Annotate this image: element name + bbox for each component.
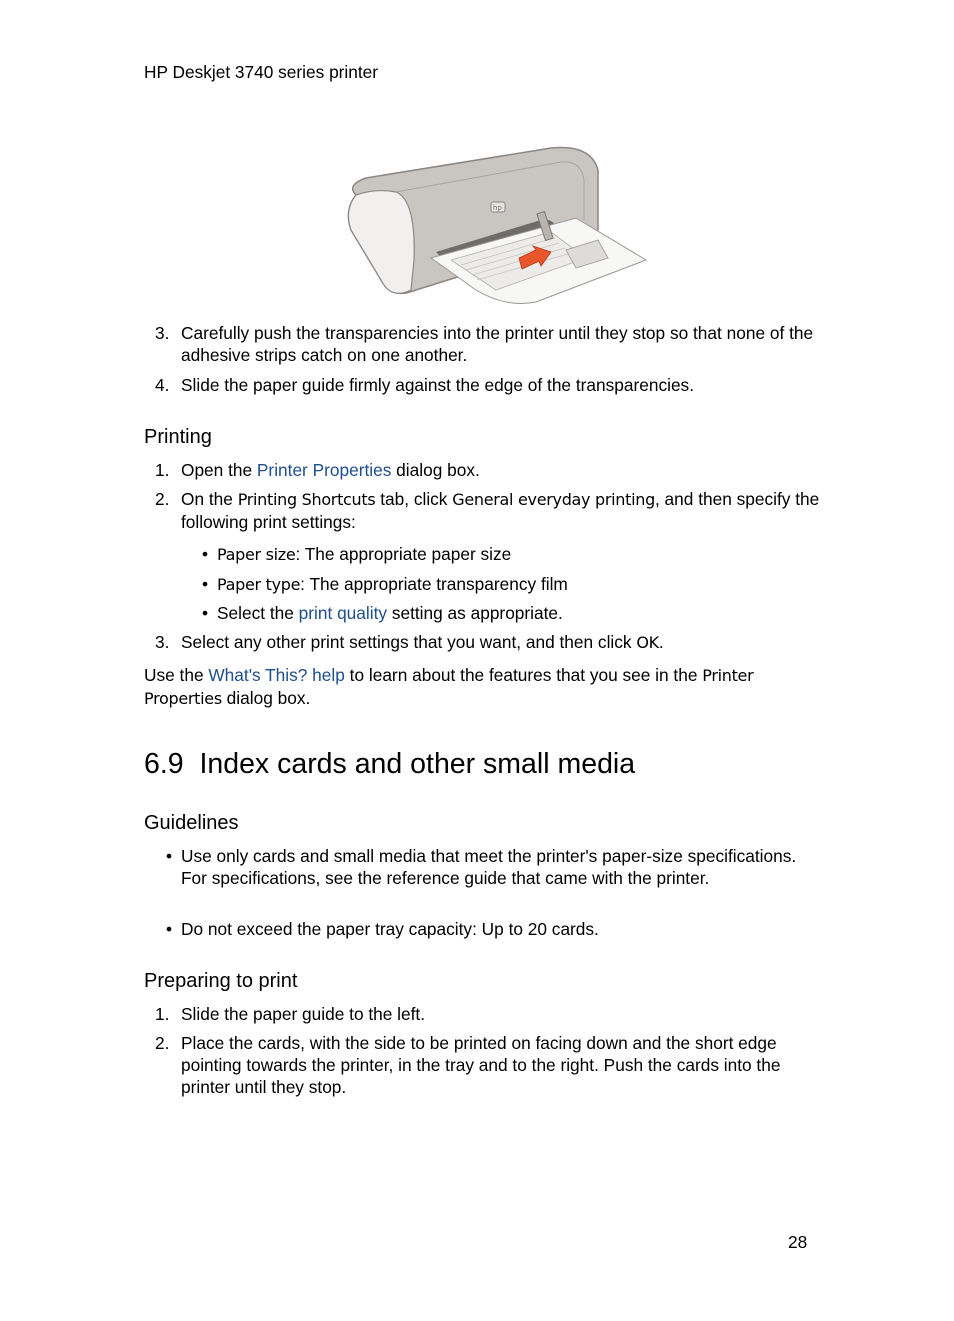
guidelines-heading: Guidelines <box>144 812 239 834</box>
help-note: Use the What's This? help to learn about the features that you see in the Printer Properties dialog box. <box>144 665 754 708</box>
ui-label-paper-type: Paper type <box>217 575 301 594</box>
whats-this-help-link[interactable]: What's This? help <box>208 665 345 685</box>
step-text: Place the cards, with the side to be printed on facing down and the short edge pointing towards the printer, in the tray and to the right. Push the cards into the printer until they stop. <box>181 1033 781 1097</box>
printer-illustration <box>336 140 656 312</box>
step-text: Slide the paper guide firmly against the edge of the transparencies. <box>181 375 694 395</box>
preparing-heading: Preparing to print <box>144 970 298 992</box>
step-text: Open the Printer Properties dialog box. <box>181 460 480 480</box>
step-number: 3. <box>155 632 170 652</box>
step-number: 2. <box>155 1033 170 1053</box>
printing-heading: Printing <box>144 426 212 448</box>
bullet-text: Do not exceed the paper tray capacity: Up to 20 cards. <box>181 919 599 939</box>
section-title: 6.9 Index cards and other small media <box>144 748 636 780</box>
bullet-icon: • <box>202 574 209 594</box>
ui-label-general-everyday-printing: General everyday printing <box>452 490 655 509</box>
step-number: 1. <box>155 460 170 480</box>
step-text: Carefully push the transparencies into the printer until they stop so that none of the adhesive strips catch on one another. <box>181 323 814 365</box>
hp-logo: hp <box>493 204 502 212</box>
step-number: 4. <box>155 375 170 395</box>
step-text: Select any other print settings that you want, and then click OK. <box>181 632 664 652</box>
bullet-text: Select the print quality setting as appropriate. <box>217 603 563 623</box>
bullet-icon: • <box>166 919 173 939</box>
step-text: Slide the paper guide to the left. <box>181 1004 426 1024</box>
step-number: 3. <box>155 323 170 343</box>
page-header: HP Deskjet 3740 series printer <box>144 62 379 82</box>
bullet-icon: • <box>202 603 209 623</box>
bullet-text: Paper size: The appropriate paper size <box>217 544 512 564</box>
ui-label-paper-size: Paper size <box>217 545 296 564</box>
step-text: On the Printing Shortcuts tab, click General everyday printing, and then specify the following print settings: <box>181 489 820 532</box>
step-number: 1. <box>155 1004 170 1024</box>
print-quality-link[interactable]: print quality <box>298 603 388 623</box>
printer-properties-link[interactable]: Printer Properties <box>256 460 392 480</box>
bullet-text: Paper type: The appropriate transparency film <box>217 574 568 594</box>
ui-label-printing-shortcuts: Printing Shortcuts <box>237 490 376 509</box>
ui-label-ok: OK <box>636 633 659 652</box>
bullet-icon: • <box>166 846 173 866</box>
bullet-icon: • <box>202 544 209 564</box>
ui-label-printer-properties: Printer Properties <box>144 666 754 708</box>
step-number: 2. <box>155 489 170 509</box>
bullet-text: Use only cards and small media that meet the printer's paper-size specifications. For specifications, see the reference guide that came with the printer. <box>181 846 797 888</box>
page-number: 28 <box>788 1232 808 1252</box>
